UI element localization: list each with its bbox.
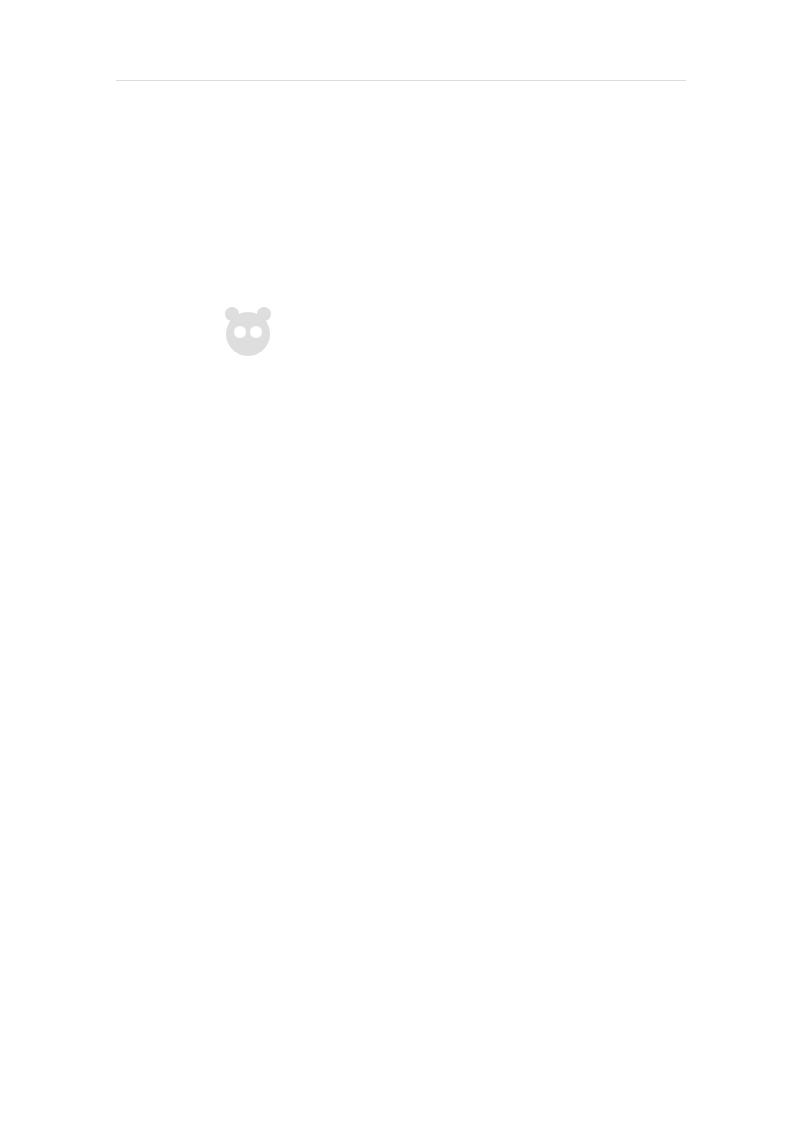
divider: [116, 80, 686, 81]
document-page: [116, 60, 686, 81]
watermark: [218, 292, 428, 412]
panda-logo-icon: [218, 302, 278, 362]
